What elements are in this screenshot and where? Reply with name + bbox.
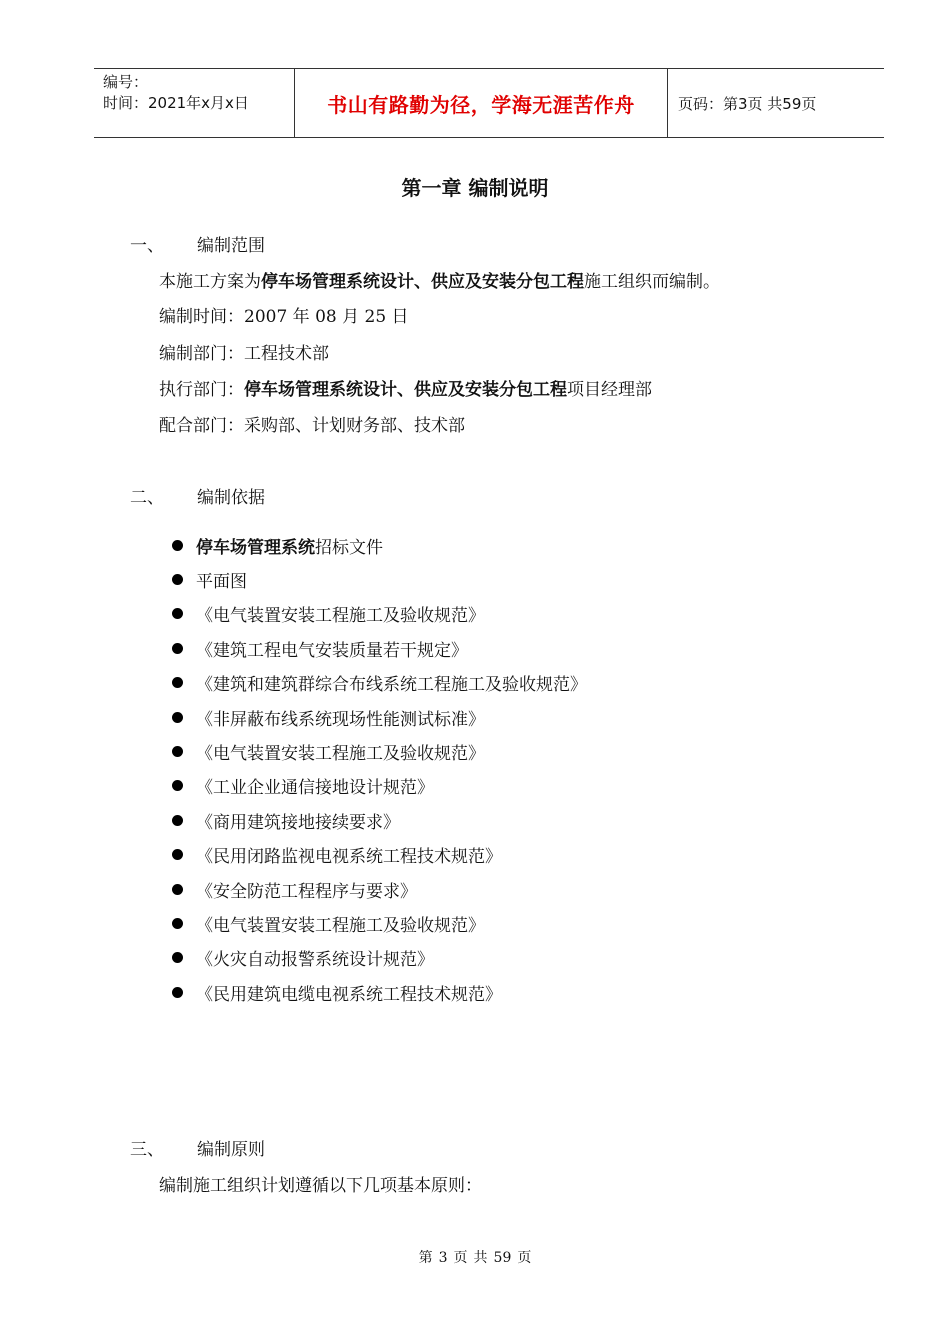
scope-paragraph — [159, 267, 720, 292]
list-item-text: 《安全防范工程程序与要求》 — [196, 881, 417, 902]
footer-ye: 页 — [453, 1250, 468, 1266]
footer-ye-2: 页 — [517, 1250, 532, 1266]
bullet-dot-icon — [172, 780, 183, 791]
list-item — [172, 769, 587, 803]
list-item-text: 《建筑工程电气安装质量若干规定》 — [196, 640, 468, 661]
section-heading-3 — [130, 1135, 265, 1160]
dept-line: 编制部门：工程技术部 — [159, 344, 329, 364]
section-number: 一、 — [130, 236, 164, 256]
list-item-text: 《电气装置安装工程施工及验收规范》 — [196, 915, 485, 936]
footer-gong: 共 — [473, 1250, 488, 1266]
list-item — [172, 666, 587, 700]
bullet-dot-icon — [172, 987, 183, 998]
list-item — [172, 975, 587, 1009]
exec-dept-line — [159, 375, 652, 400]
list-item — [172, 941, 587, 975]
bullet-dot-icon — [172, 712, 183, 723]
list-item — [172, 803, 587, 837]
exec-suffix: 项目经理部 — [567, 380, 652, 400]
list-item-text: 《工业企业通信接地设计规范》 — [196, 778, 434, 799]
header-meta-cell — [94, 69, 295, 137]
bullet-dot-icon — [172, 677, 183, 688]
coop-dept-line: 配合部门：采购部、计划财务部、技术部 — [159, 416, 465, 436]
list-item — [172, 700, 587, 734]
list-item-text: 《商用建筑接地接续要求》 — [196, 812, 400, 833]
section-title: 编制范围 — [197, 236, 265, 256]
doc-time-label: 时间：2021年x月x日 — [103, 94, 249, 112]
list-item — [172, 597, 587, 631]
exec-project-name: 停车场管理系统设计、供应及安装分包工程 — [244, 380, 567, 400]
list-item — [172, 906, 587, 940]
basis-list — [172, 528, 587, 1009]
list-item-text: 《建筑和建筑群综合布线系统工程施工及验收规范》 — [196, 675, 587, 696]
scope-prefix: 本施工方案为 — [159, 272, 261, 292]
doc-number-label: 编号： — [103, 73, 149, 91]
list-item-text: 《非屏蔽布线系统现场性能测试标准》 — [196, 709, 485, 730]
bullet-dot-icon — [172, 574, 183, 585]
scope-suffix: 施工组织而编制。 — [584, 272, 720, 292]
bullet-dot-icon — [172, 952, 183, 963]
principles-intro: 编制施工组织计划遵循以下几项基本原则： — [159, 1176, 482, 1196]
project-name: 停车场管理系统设计、供应及安装分包工程 — [261, 272, 584, 292]
bullet-dot-icon — [172, 884, 183, 895]
list-item — [172, 734, 587, 768]
bullet-dot-icon — [172, 849, 183, 860]
section-title: 编制原则 — [197, 1140, 265, 1160]
exec-prefix: 执行部门： — [159, 380, 244, 400]
date-line: 编制时间：2007 年 08 月 25 日 — [159, 307, 409, 327]
bullet-dot-icon — [172, 540, 183, 551]
bullet-dot-icon — [172, 643, 183, 654]
header-table — [94, 68, 884, 138]
list-item-text: 平面图 — [196, 572, 247, 593]
bullet-dot-icon — [172, 815, 183, 826]
footer-total-pages: 59 — [493, 1250, 512, 1266]
bullet-dot-icon — [172, 918, 183, 929]
footer-page-number: 3 — [438, 1250, 448, 1266]
header-page-info: 页码：第3页 共59页 — [678, 94, 817, 113]
footer-di: 第 — [418, 1250, 433, 1266]
list-item — [172, 838, 587, 872]
section-number: 三、 — [130, 1140, 164, 1160]
bullet-dot-icon — [172, 608, 183, 619]
list-item-text: 《火灾自动报警系统设计规范》 — [196, 950, 434, 971]
list-item — [172, 528, 587, 562]
bullet-dot-icon — [172, 746, 183, 757]
list-item-bold: 停车场管理系统 — [196, 537, 315, 558]
list-item-text: 《电气装置安装工程施工及验收规范》 — [196, 744, 485, 765]
section-number: 二、 — [130, 488, 164, 508]
list-item-text: 《民用建筑电缆电视系统工程技术规范》 — [196, 984, 502, 1005]
section-title: 编制依据 — [197, 488, 265, 508]
header-motto: 书山有路勤为径，学海无涯苦作舟 — [295, 69, 668, 137]
page-footer — [0, 1247, 950, 1267]
list-item-suffix: 招标文件 — [315, 537, 383, 558]
chapter-title: 第一章 编制说明 — [401, 176, 549, 200]
section-heading-2 — [130, 483, 265, 508]
list-item — [172, 631, 587, 665]
list-item-text: 《民用闭路监视电视系统工程技术规范》 — [196, 847, 502, 868]
list-item — [172, 562, 587, 596]
section-heading-1 — [130, 231, 265, 256]
list-item — [172, 872, 587, 906]
list-item-text: 《电气装置安装工程施工及验收规范》 — [196, 606, 485, 627]
